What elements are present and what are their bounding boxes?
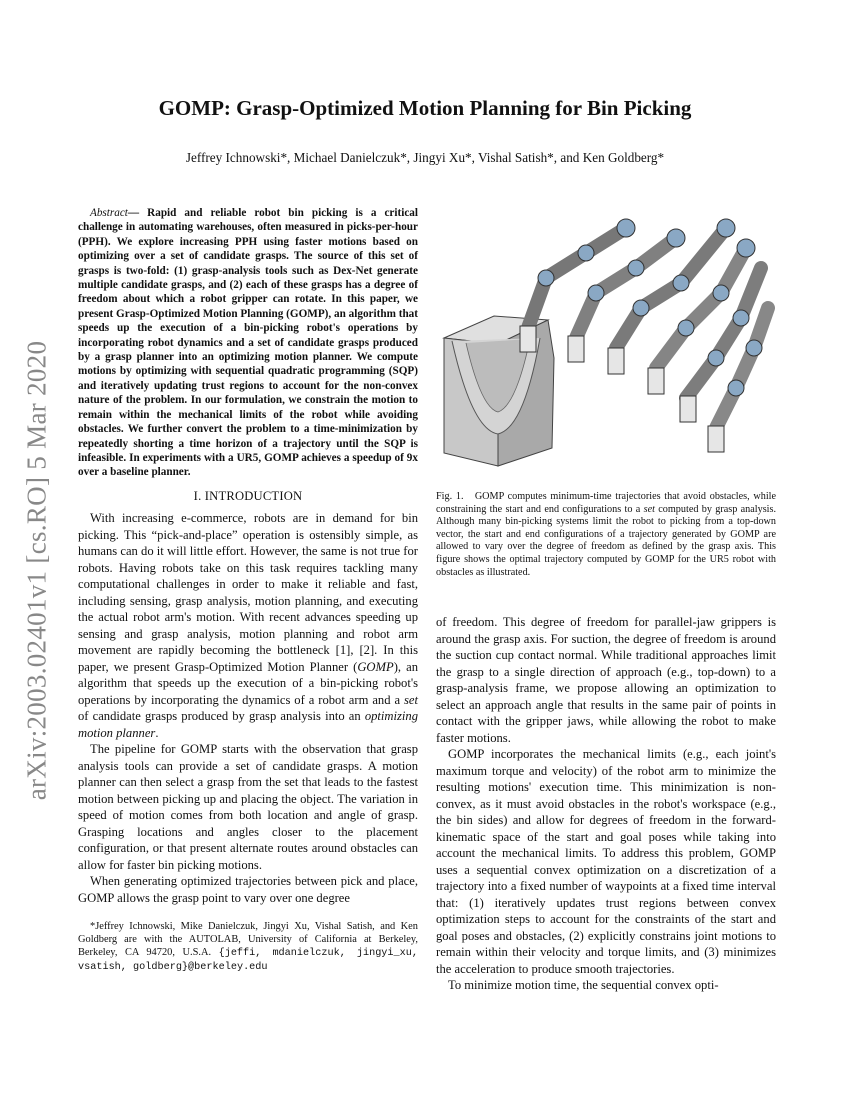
paper-title: GOMP: Grasp-Optimized Motion Planning for Bin Picking bbox=[158, 96, 692, 120]
figure-label: Fig. 1. bbox=[436, 491, 464, 502]
intro-p1-c: of candidate grasps produced by grasp analysis into an bbox=[78, 709, 365, 724]
intro-paragraph-3: When generating optimized trajectories between pick and place, GOMP allows the grasp point to vary over one degree bbox=[78, 874, 418, 905]
arxiv-watermark bbox=[14, 290, 60, 850]
intro-p1-set: set bbox=[404, 692, 418, 707]
abstract-text: Rapid and reliable robot bin picking is a critical challenge in automating warehouses, often measured in picks-per-hour (PPH). We explore increasing PPH using faster motions based on optimizing over a set of candidate grasps. The source of this set of grasps is two-fold: (1) grasp-analysis tools such as Dex-Net generate multiple candidate grasps, and (2) each of these grasps has a degree of freedom about which a robot gripper can rotate. In this paper, we present Grasp-Optimized Motion Planning (GOMP), an algorithm that speeds up the execution of a bin-picking robot's operations by incorporating robot dynamics and a set of candidate grasps produced by a grasp planner into an optimizing motion planner. We compute motions by optimizing with sequential quadratic programming (SQP) and iteratively updating trust regions to account for the non-convex nature of the problem. In our formulation, we constrain the motion to remain within the mechanical limits of the robot while avoiding obstacles. We further convert the problem to a time-minimization by repeatedly shorting a time horizon of a trajectory until the SQP is infeasible. In experiments with a UR5, GOMP achieves a speedup of 9x over a baseline planner. bbox=[78, 207, 419, 479]
intro-paragraph-2: The pipeline for GOMP starts with the observation that grasp analysis tools can provide a set of candidate grasps. A motion planner can then select a grasp from the set that leads to the fastest motion between picking up and placing the object. The variation in speed of motion comes from both location and angle of grasp. Grasping locations and angles closer to the placement configuration, or that present alternate routes around obstacles can allow for faster bin picking motions. bbox=[78, 742, 418, 872]
left-column bbox=[78, 206, 418, 985]
intro-p1-d: . bbox=[155, 725, 159, 740]
arxiv-id: arXiv:2003.02401v1 [cs.RO] 5 Mar 2020 bbox=[21, 340, 52, 800]
figure-1-illustration bbox=[436, 198, 776, 486]
caption-a: GOMP computes minimum-time trajectories that avoid obstacles, while constraining the start and end configurations to a bbox=[436, 491, 777, 515]
intro-p1-gomp: GOMP bbox=[357, 659, 394, 674]
robot-arms bbox=[528, 219, 768, 428]
bin-shape bbox=[444, 316, 554, 466]
abstract-dash: — bbox=[127, 207, 148, 219]
robot-bin-svg bbox=[436, 198, 776, 486]
intro-p1-a: With increasing e-commerce, robots are in demand for bin picking. This “pick-and-place” operation is ostensibly simple, as humans can do it will little effort. However, the same is not true for robots. Having robots take on this task requires tackling many computational challenges in order to make it reliable and fast, including sensing, grasp analysis, motion planning, and executing the actual robot arm's motion. With recent advances speeding up sensing and grasp analysis, motion planning and robot arm movement are rapidly becoming the bottleneck [1], [2]. In this paper, we present Grasp-Optimized Motion Planner ( bbox=[78, 511, 418, 674]
caption-set: set bbox=[643, 503, 655, 515]
right-paragraph-3: To minimize motion time, the sequential convex opti- bbox=[448, 978, 719, 992]
abstract bbox=[78, 206, 418, 480]
footnote-text: *Jeffrey Ichnowski, Mike Danielczuk, Jingyi Xu, Vishal Satish, and Ken Goldberg are with the AUTOLAB, University of California at Berkeley, Berkeley, CA 94720, U.S.A. bbox=[78, 921, 418, 959]
caption-b: computed by grasp analysis. Although many bin-picking systems limit the robot to picking from a top-down vector, the start and end configurations of a trajectory generated by GOMP are allowed to vary over the degree of freedom as defined by the grasp axis. This figure shows the optimal trajectory computed by GOMP for the UR5 robot with obstacles as illustrated. bbox=[436, 503, 777, 578]
footnote-emails: {jeffi, mdanielczuk, jingyi_xu, vsatish, goldberg}@berkeley.edu bbox=[78, 948, 418, 974]
abstract-lead: Abstract bbox=[90, 207, 128, 219]
right-paragraph-2: GOMP incorporates the mechanical limits (e.g., each joint's maximum torque and velocity) of the robot arm to minimize the resulting motions' execution time. This minimization is non-convex, as it must avoid obstacles in the robot's workspace (e.g., the bin sides) and allow for degrees of freedom in the forward-kinematic space of the start and goal poses while taking into account the mechanical limits. To address this problem, GOMP uses a sequential convex optimization on a discretization of a trajectory into a fixed number of waypoints at a fixed time interval that: (1) iteratively updates trust regions between convex optimization steps to account for the constraints of the start and goal poses and obstacles, (2) explicitly constrains joint motions to remain within their velocity and torque limits, and (3) minimizes the acceleration to produce smooth trajectories. bbox=[436, 747, 776, 976]
author-footnote bbox=[78, 920, 418, 974]
figure-1-caption bbox=[436, 491, 776, 579]
intro-p1-b: ), an algorithm that speeds up the execution of a bin-picking robot's operations by incorporating the dynamics of a robot arm and a bbox=[78, 659, 418, 707]
intro-p1-omp: optimizing motion planner bbox=[78, 709, 418, 740]
right-paragraph-1: of freedom. This degree of freedom for parallel-jaw grippers is around the grasp axis. For suction, the degree of freedom is around the suction cup contact normal. While traditional approaches limit the grasp to a single direction of approach (e.g., top-down) to a grasp-analysis frame, we propose allowing an optimization to select an approach angle that results in the same pair of points in contact with the gripper jaws, while allowing the robot to make faster motions. bbox=[436, 615, 776, 745]
right-column bbox=[436, 614, 776, 994]
intro-paragraph-1 bbox=[78, 510, 418, 741]
author-list: Jeffrey Ichnowski*, Michael Danielczuk*, Jingyi Xu*, Vishal Satish*, and Ken Goldberg* bbox=[185, 150, 665, 165]
section-heading-introduction: I. INTRODUCTION bbox=[193, 488, 303, 503]
